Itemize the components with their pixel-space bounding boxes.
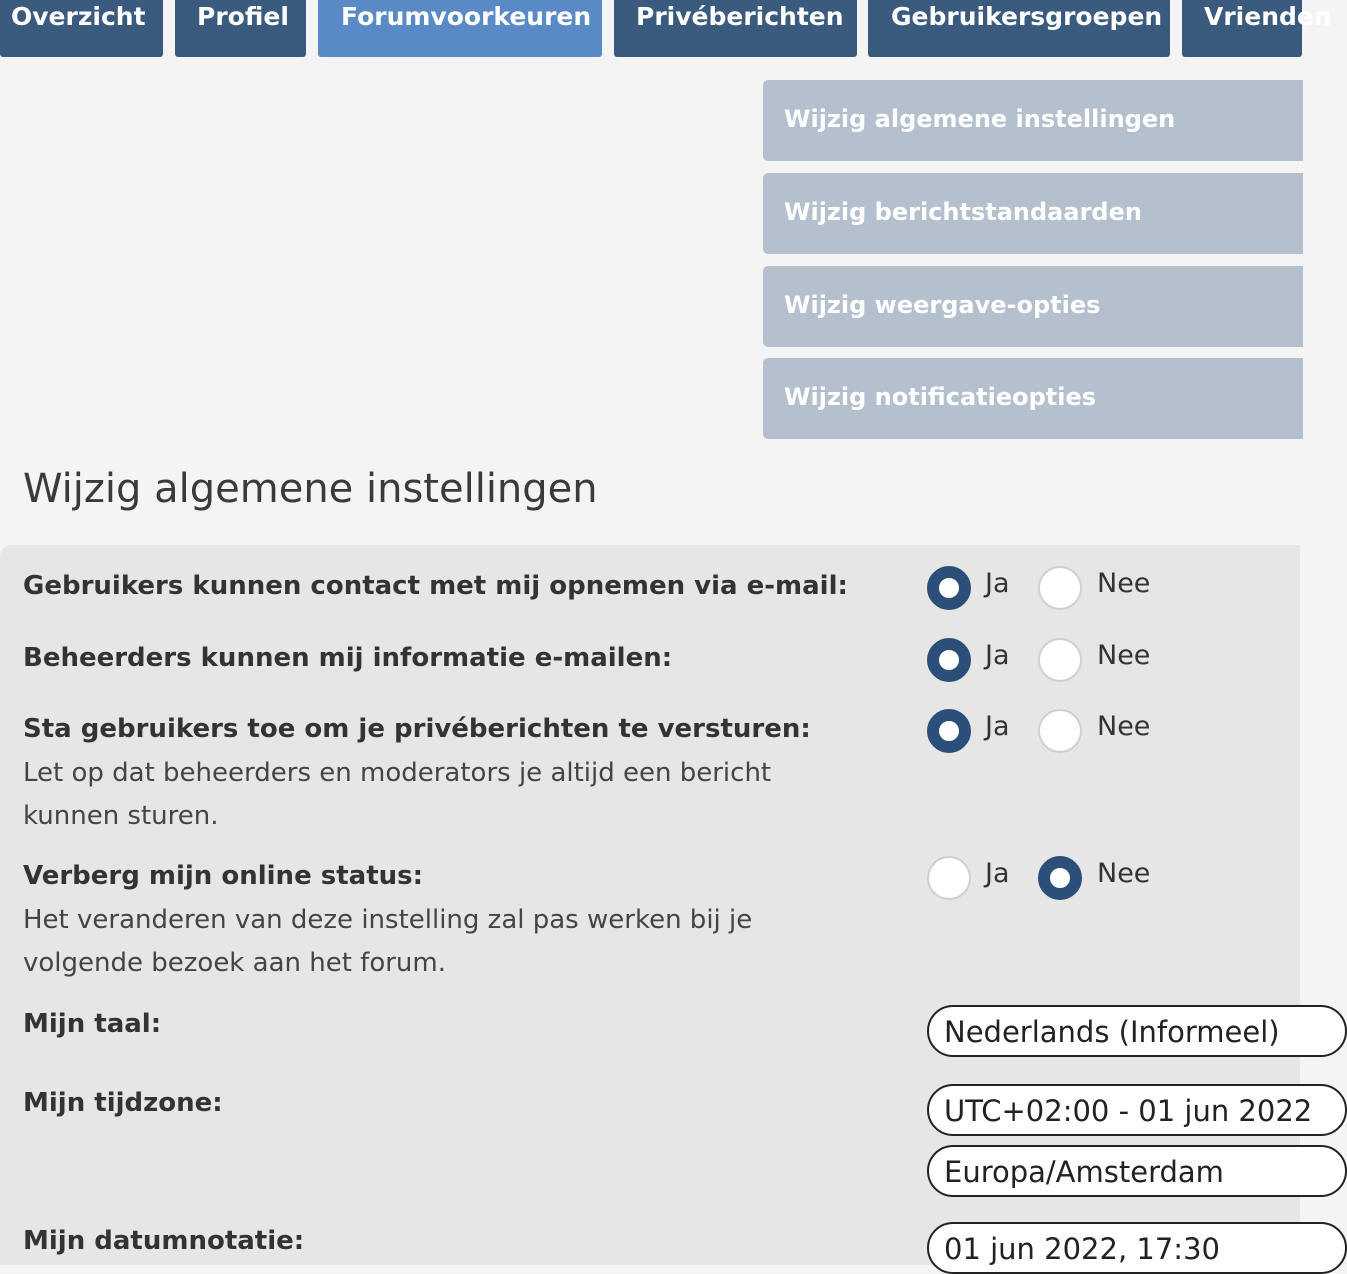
submenu-label: Wijzig notificatieopties bbox=[784, 383, 1097, 411]
radio-no[interactable] bbox=[1038, 856, 1082, 900]
timezone-date-select[interactable]: UTC+02:00 - 01 jun 2022 bbox=[927, 1084, 1347, 1136]
tab-vrienden[interactable] bbox=[1182, 0, 1332, 57]
radio-yes[interactable] bbox=[927, 856, 971, 900]
setting-explain-allow-pm: Let op dat beheerders en moderators je altijd een bericht kunnen sturen. bbox=[23, 758, 772, 831]
radio-no[interactable] bbox=[1038, 566, 1082, 610]
radio-no-label[interactable]: Nee bbox=[1097, 858, 1151, 889]
setting-label-language: Mijn taal: bbox=[23, 1009, 162, 1039]
dateformat-select[interactable]: 01 jun 2022, 17:30 bbox=[927, 1222, 1347, 1274]
setting-label-dateformat: Mijn datumnotatie: bbox=[23, 1226, 305, 1256]
tab-profiel[interactable] bbox=[175, 0, 306, 57]
tab-label: Overzicht bbox=[11, 2, 146, 31]
tab-label: Privéberichten bbox=[636, 2, 844, 31]
submenu-label: Wijzig weergave-opties bbox=[784, 291, 1101, 319]
setting-label-admin-email: Beheerders kunnen mij informatie e-mailen: bbox=[23, 643, 673, 673]
submenu-item-general[interactable] bbox=[763, 80, 1303, 161]
radio-yes[interactable] bbox=[927, 709, 971, 753]
tab-label: Gebruikersgroepen bbox=[891, 2, 1163, 31]
radio-no-label[interactable]: Nee bbox=[1097, 640, 1151, 671]
profile-tabs bbox=[0, 0, 1332, 57]
submenu-item-notifications[interactable] bbox=[763, 358, 1303, 439]
submenu-label: Wijzig berichtstandaarden bbox=[784, 198, 1142, 226]
tab-label: Profiel bbox=[197, 2, 289, 31]
setting-label-timezone: Mijn tijdzone: bbox=[23, 1088, 223, 1118]
page-title: Wijzig algemene instellingen bbox=[23, 466, 598, 512]
radio-yes-label[interactable]: Ja bbox=[985, 711, 1010, 742]
tab-gebruikersgroepen[interactable] bbox=[868, 0, 1170, 57]
radio-no-label[interactable]: Nee bbox=[1097, 711, 1151, 742]
radio-yes[interactable] bbox=[927, 566, 971, 610]
setting-label-allow-pm: Sta gebruikers toe om je privéberichten te versturen: bbox=[23, 714, 811, 744]
radio-no[interactable] bbox=[1038, 638, 1082, 682]
radio-yes-label[interactable]: Ja bbox=[985, 858, 1010, 889]
timezone-select[interactable]: Europa/Amsterdam bbox=[927, 1145, 1347, 1197]
radio-yes[interactable] bbox=[927, 638, 971, 682]
radio-no[interactable] bbox=[1038, 709, 1082, 753]
radio-yes-label[interactable]: Ja bbox=[985, 640, 1010, 671]
submenu-item-display-options[interactable] bbox=[763, 266, 1303, 347]
radio-no-label[interactable]: Nee bbox=[1097, 568, 1151, 599]
radio-yes-label[interactable]: Ja bbox=[985, 568, 1010, 599]
tab-label: Forumvoorkeuren bbox=[341, 2, 592, 31]
submenu-label: Wijzig algemene instellingen bbox=[784, 105, 1176, 133]
setting-label-email-contact: Gebruikers kunnen contact met mij opnemen via e-mail: bbox=[23, 571, 848, 601]
language-select[interactable]: Nederlands (Informeel) bbox=[927, 1005, 1347, 1057]
setting-label-hide-online: Verberg mijn online status: bbox=[23, 861, 424, 891]
submenu-item-post-defaults[interactable] bbox=[763, 173, 1303, 254]
tab-forumvoorkeuren[interactable] bbox=[318, 0, 602, 57]
setting-explain-hide-online: Het veranderen van deze instelling zal pas werken bij je volgende bezoek aan het forum. bbox=[23, 905, 753, 978]
tab-label: Vrienden bbox=[1204, 2, 1332, 31]
tab-overzicht[interactable] bbox=[0, 0, 163, 57]
tab-priveberichten[interactable] bbox=[614, 0, 857, 57]
